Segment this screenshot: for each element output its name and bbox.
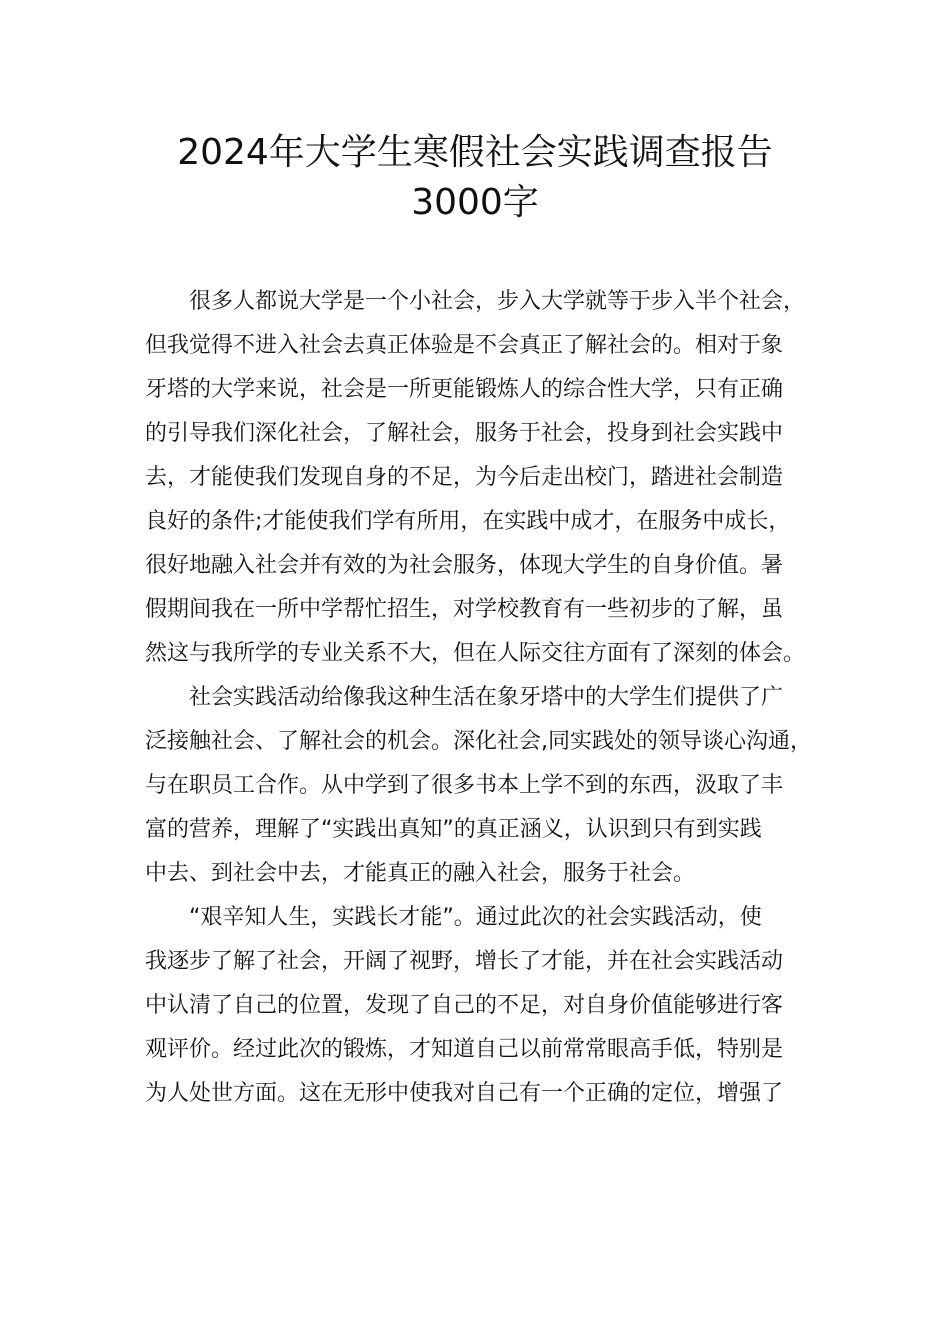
text-line: 良好的条件;才能使我们学有所用，在实践中成才，在服务中成长， — [145, 509, 791, 534]
text-line: 我逐步了解了社会，开阔了视野，增长了才能，并在社会实践活动 — [145, 949, 784, 974]
text-line: 但我觉得不进入社会去真正体验是不会真正了解社会的。相对于象 — [145, 333, 784, 358]
text-line: 观评价。经过此次的锻炼，才知道自己以前常常眼高手低，特别是 — [145, 1037, 784, 1062]
text-line: 为人处世方面。这在无形中使我对自己有一个正确的定位，增强了 — [145, 1081, 784, 1106]
text-line: 中去、到社会中去，才能真正的融入社会，服务于社会。 — [145, 861, 696, 886]
text-line: 假期间我在一所中学帮忙招生，对学校教育有一些初步的了解，虽 — [145, 597, 784, 622]
text-line: 然这与我所学的专业关系不大，但在人际交往方面有了深刻的体会。 — [145, 641, 806, 666]
text-line: 与在职员工合作。从中学到了很多书本上学不到的东西，汲取了丰 — [145, 773, 784, 798]
text-line: 的引导我们深化社会，了解社会，服务于社会，投身到社会实践中 — [145, 421, 784, 446]
title-line-2: 3000字 — [411, 182, 539, 223]
paragraph-3 — [145, 896, 815, 1116]
text-line: 牙塔的大学来说，社会是一所更能锻炼人的综合性大学，只有正确 — [145, 377, 784, 402]
text-line: 社会实践活动给像我这种生活在象牙塔中的大学生们提供了广 — [189, 685, 784, 710]
text-line: 中认清了自己的位置，发现了自己的不足，对自身价值能够进行客 — [145, 993, 784, 1018]
text-line: 富的营养，理解了“实践出真知”的真正涵义，认识到只有到实践 — [145, 817, 762, 842]
text-line: 很好地融入社会并有效的为社会服务，体现大学生的自身价值。暑 — [145, 553, 784, 578]
text-line: 泛接触社会、了解社会的机会。深化社会,同实践处的领导谈心沟通， — [145, 729, 812, 754]
paragraph-1 — [145, 280, 815, 676]
title-line-1: 2024年大学生寒假社会实践调查报告 — [177, 132, 773, 173]
paragraph-2 — [145, 676, 815, 896]
document-body — [145, 280, 815, 1116]
document-title — [90, 128, 860, 228]
text-line: 去，才能使我们发现自身的不足，为今后走出校门，踏进社会制造 — [145, 465, 784, 490]
text-line: 很多人都说大学是一个小社会，步入大学就等于步入半个社会， — [189, 289, 806, 314]
text-line: “艰辛知人生，实践长才能”。通过此次的社会实践活动，使 — [189, 905, 762, 930]
